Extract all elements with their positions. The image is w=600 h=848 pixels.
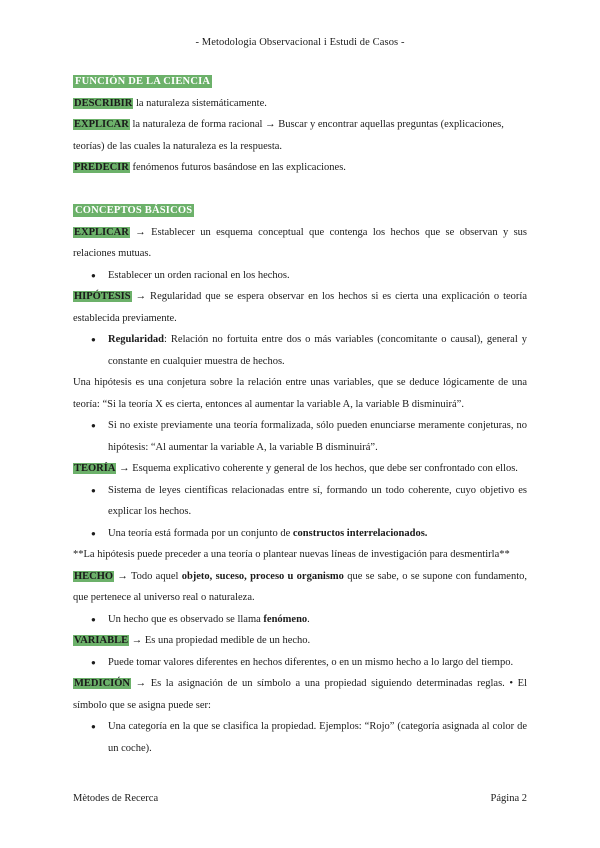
bullet-icon: ●: [91, 421, 96, 430]
list-item: ● Si no existe previamente una teoría formalizada, sólo pueden enunciarse meramente conjeturas, no hipótesis: “Al aumentar la variable A, la variable B disminuirá”.: [73, 415, 527, 458]
term-teoria: TEORÍA: [74, 463, 116, 474]
list-item: ● Puede tomar valores diferentes en hechos diferentes, o en un mismo hecho a lo largo del tiempo.: [73, 652, 527, 674]
footer-course: Mètodes de Recerca: [73, 793, 159, 804]
term-medicion: MEDICIÓN: [74, 678, 131, 689]
list-item: ● Una teoría está formada por un conjunto de constructos interrelacionados.: [73, 523, 527, 545]
medicion-bullets: [73, 716, 527, 759]
predecir-line: PREDECIR fenómenos futuros basándose en las explicaciones.: [74, 162, 346, 173]
hipotesis-bullets: [73, 329, 527, 372]
term-explicar: EXPLICAR: [74, 119, 129, 130]
list-item: ● Sistema de leyes científicas relacionadas entre sí, formando un todo coherente, cuyo objetivo es explicar los hechos.: [73, 480, 527, 523]
term-variable: VARIABLE: [74, 635, 129, 646]
term-hipotesis: HIPÓTESIS: [74, 291, 131, 302]
hipotesis-bullets-2: [73, 415, 527, 458]
bullet-icon: ●: [91, 528, 96, 538]
page-number: Página 2: [490, 793, 527, 804]
teoria-bullets: [73, 480, 527, 545]
concepto-hecho: HECHO → Todo aquel objeto, suceso, proceso u organismo que se sabe, o se supone con fundamento, que pertenece al universo real o naturaleza.: [73, 570, 527, 603]
concepto-hipotesis: HIPÓTESIS → Regularidad que se espera observar en los hechos si es cierta una explicación o teoría establecida previamente.: [73, 291, 527, 324]
list-item: ● Regularidad: Relación no fortuita entre dos o más variables (concomitante o causal), general y constante en cualquier muestra de hechos.: [73, 329, 527, 372]
term-explicar-2: EXPLICAR: [74, 226, 129, 238]
teoria-note: **La hipótesis puede preceder a una teoría o plantear nuevas líneas de investigación para desmentirla**: [73, 549, 510, 560]
section-title-conceptos: CONCEPTOS BÁSICOS: [75, 205, 193, 216]
section-title-funcion: FUNCIÓN DE LA CIENCIA: [75, 76, 211, 87]
term-describir: DESCRIBIR: [74, 97, 133, 109]
list-item: ● Establecer un orden racional en los hechos.: [73, 265, 527, 287]
page-header: - Metodologia Observacional i Estudi de Casos -: [195, 37, 405, 48]
term-predecir: PREDECIR: [74, 162, 129, 173]
concepto-variable: VARIABLE → Es una propiedad medible de un hecho.: [74, 635, 311, 646]
bullet-icon: ●: [91, 722, 96, 731]
bullet-icon: ●: [91, 485, 96, 495]
explicar-line: EXPLICAR la naturaleza de forma racional → Buscar y encontrar aquellas preguntas (explicaciones, teorías) de las cuales la naturaleza es la respuesta.: [73, 119, 504, 152]
hipotesis-paragraph: Una hipótesis es una conjetura sobre la relación entre unas variables, que se deduce lógicamente de una teoría: “Si la teoría X es cierta, entonces al aumentar la variable A, la variable B disminuirá”.: [73, 377, 527, 410]
concepto-medicion: MEDICIÓN → Es la asignación de un símbolo a una propiedad siguiendo determinadas reglas. • El símbolo que se asigna puede ser:: [73, 678, 527, 711]
describir-line: DESCRIBIR la naturaleza sistemáticamente.: [74, 97, 267, 109]
list-item: ● Una categoría en la que se clasifica la propiedad. Ejemplos: “Rojo” (categoría asignada al color de un coche).: [73, 716, 527, 759]
variable-bullets: [73, 652, 527, 674]
hecho-bullets: [73, 609, 527, 631]
bullet-icon: ●: [91, 270, 96, 280]
explicar-bullets: [73, 265, 527, 287]
term-hecho: HECHO: [74, 570, 114, 582]
page-footer: [73, 793, 527, 804]
list-item: ● Un hecho que es observado se llama fenómeno.: [73, 609, 527, 631]
bullet-icon: ●: [91, 335, 96, 344]
document-body: [73, 71, 527, 759]
concepto-teoria: TEORÍA → Esquema explicativo coherente y general de los hechos, que debe ser confrontado con ellos.: [74, 463, 518, 474]
bullet-icon: ●: [91, 657, 96, 667]
bullet-icon: ●: [91, 614, 96, 624]
concepto-explicar: EXPLICAR → Establecer un esquema conceptual que contenga los hechos que se observan y sus relaciones mutuas.: [73, 226, 527, 259]
